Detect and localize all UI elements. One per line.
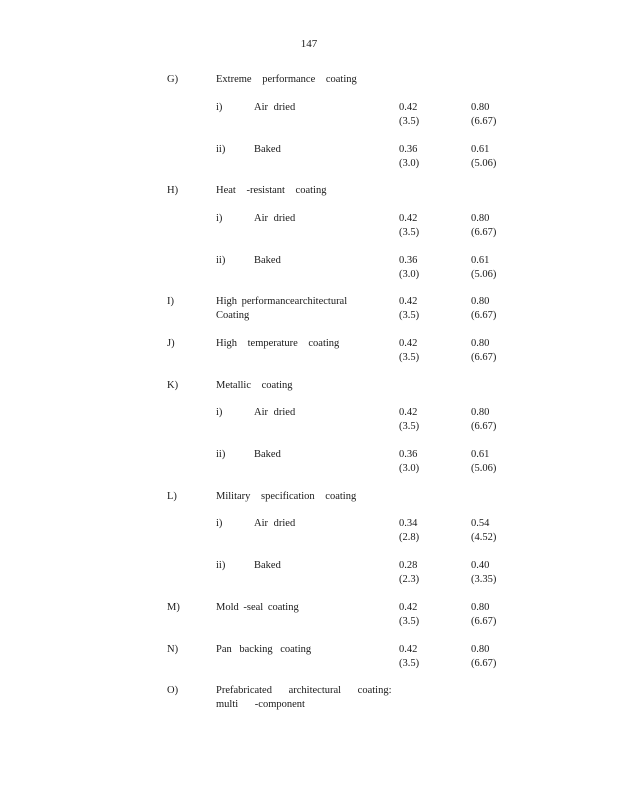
value-col-2: 0.61 (5.06) bbox=[471, 144, 497, 169]
value-col-2: 0.80 (6.67) bbox=[471, 338, 497, 363]
row-title: Extreme performance coating bbox=[216, 74, 357, 85]
value-col-1: 0.42 (3.5) bbox=[399, 338, 420, 363]
row-title: High performancearchitectural Coating bbox=[216, 296, 348, 321]
value-col-1: 0.42 (3.5) bbox=[399, 407, 420, 432]
row-roman: ii) bbox=[216, 560, 226, 571]
row-letter: O) bbox=[167, 685, 179, 696]
row-letter: L) bbox=[167, 491, 177, 502]
row-roman: ii) bbox=[216, 144, 226, 155]
row-label: Air dried bbox=[254, 213, 296, 224]
row-letter: I) bbox=[167, 296, 174, 307]
row-roman: i) bbox=[216, 102, 223, 113]
row-roman: i) bbox=[216, 518, 223, 529]
value-col-1: 0.36 (3.0) bbox=[399, 449, 420, 474]
row-title: Military specification coating bbox=[216, 491, 357, 502]
row-title: Mold -seal coating bbox=[216, 602, 299, 613]
value-col-2: 0.80 (6.67) bbox=[471, 644, 497, 669]
value-col-2: 0.80 (6.67) bbox=[471, 407, 497, 432]
row-label: Air dried bbox=[254, 518, 296, 529]
value-col-1: 0.28 (2.3) bbox=[399, 560, 420, 585]
row-label: Air dried bbox=[254, 407, 296, 418]
value-col-2: 0.61 (5.06) bbox=[471, 255, 497, 280]
value-col-1: 0.42 (3.5) bbox=[399, 644, 420, 669]
value-col-1: 0.42 (3.5) bbox=[399, 213, 420, 238]
row-label: Baked bbox=[254, 449, 281, 460]
row-roman: ii) bbox=[216, 255, 226, 266]
row-label: Air dried bbox=[254, 102, 296, 113]
page-number: 147 bbox=[300, 38, 318, 50]
row-title: High temperature coating bbox=[216, 338, 340, 349]
value-col-1: 0.36 (3.0) bbox=[399, 255, 420, 280]
value-col-1: 0.42 (3.5) bbox=[399, 102, 420, 127]
value-col-2: 0.80 (6.67) bbox=[471, 213, 497, 238]
value-col-1: 0.36 (3.0) bbox=[399, 144, 420, 169]
row-title: Metallic coating bbox=[216, 380, 293, 391]
row-roman: i) bbox=[216, 213, 223, 224]
value-col-2: 0.40 (3.35) bbox=[471, 560, 497, 585]
row-letter: N) bbox=[167, 644, 179, 655]
row-label: Baked bbox=[254, 255, 281, 266]
row-letter: M) bbox=[167, 602, 180, 613]
value-col-2: 0.54 (4.52) bbox=[471, 518, 497, 543]
row-letter: J) bbox=[167, 338, 175, 349]
row-roman: i) bbox=[216, 407, 223, 418]
row-label: Baked bbox=[254, 144, 281, 155]
value-col-2: 0.80 (6.67) bbox=[471, 296, 497, 321]
row-roman: ii) bbox=[216, 449, 226, 460]
value-col-1: 0.42 (3.5) bbox=[399, 602, 420, 627]
row-letter: G) bbox=[167, 74, 179, 85]
row-title: Heat -resistant coating bbox=[216, 185, 327, 196]
value-col-2: 0.80 (6.67) bbox=[471, 602, 497, 627]
row-title: Pan backing coating bbox=[216, 644, 312, 655]
row-letter: H) bbox=[167, 185, 179, 196]
row-title: Prefabricated architectural coating: multi -component bbox=[216, 685, 392, 710]
value-col-1: 0.34 (2.8) bbox=[399, 518, 420, 543]
value-col-2: 0.61 (5.06) bbox=[471, 449, 497, 474]
row-letter: K) bbox=[167, 380, 179, 391]
value-col-1: 0.42 (3.5) bbox=[399, 296, 420, 321]
value-col-2: 0.80 (6.67) bbox=[471, 102, 497, 127]
row-label: Baked bbox=[254, 560, 281, 571]
